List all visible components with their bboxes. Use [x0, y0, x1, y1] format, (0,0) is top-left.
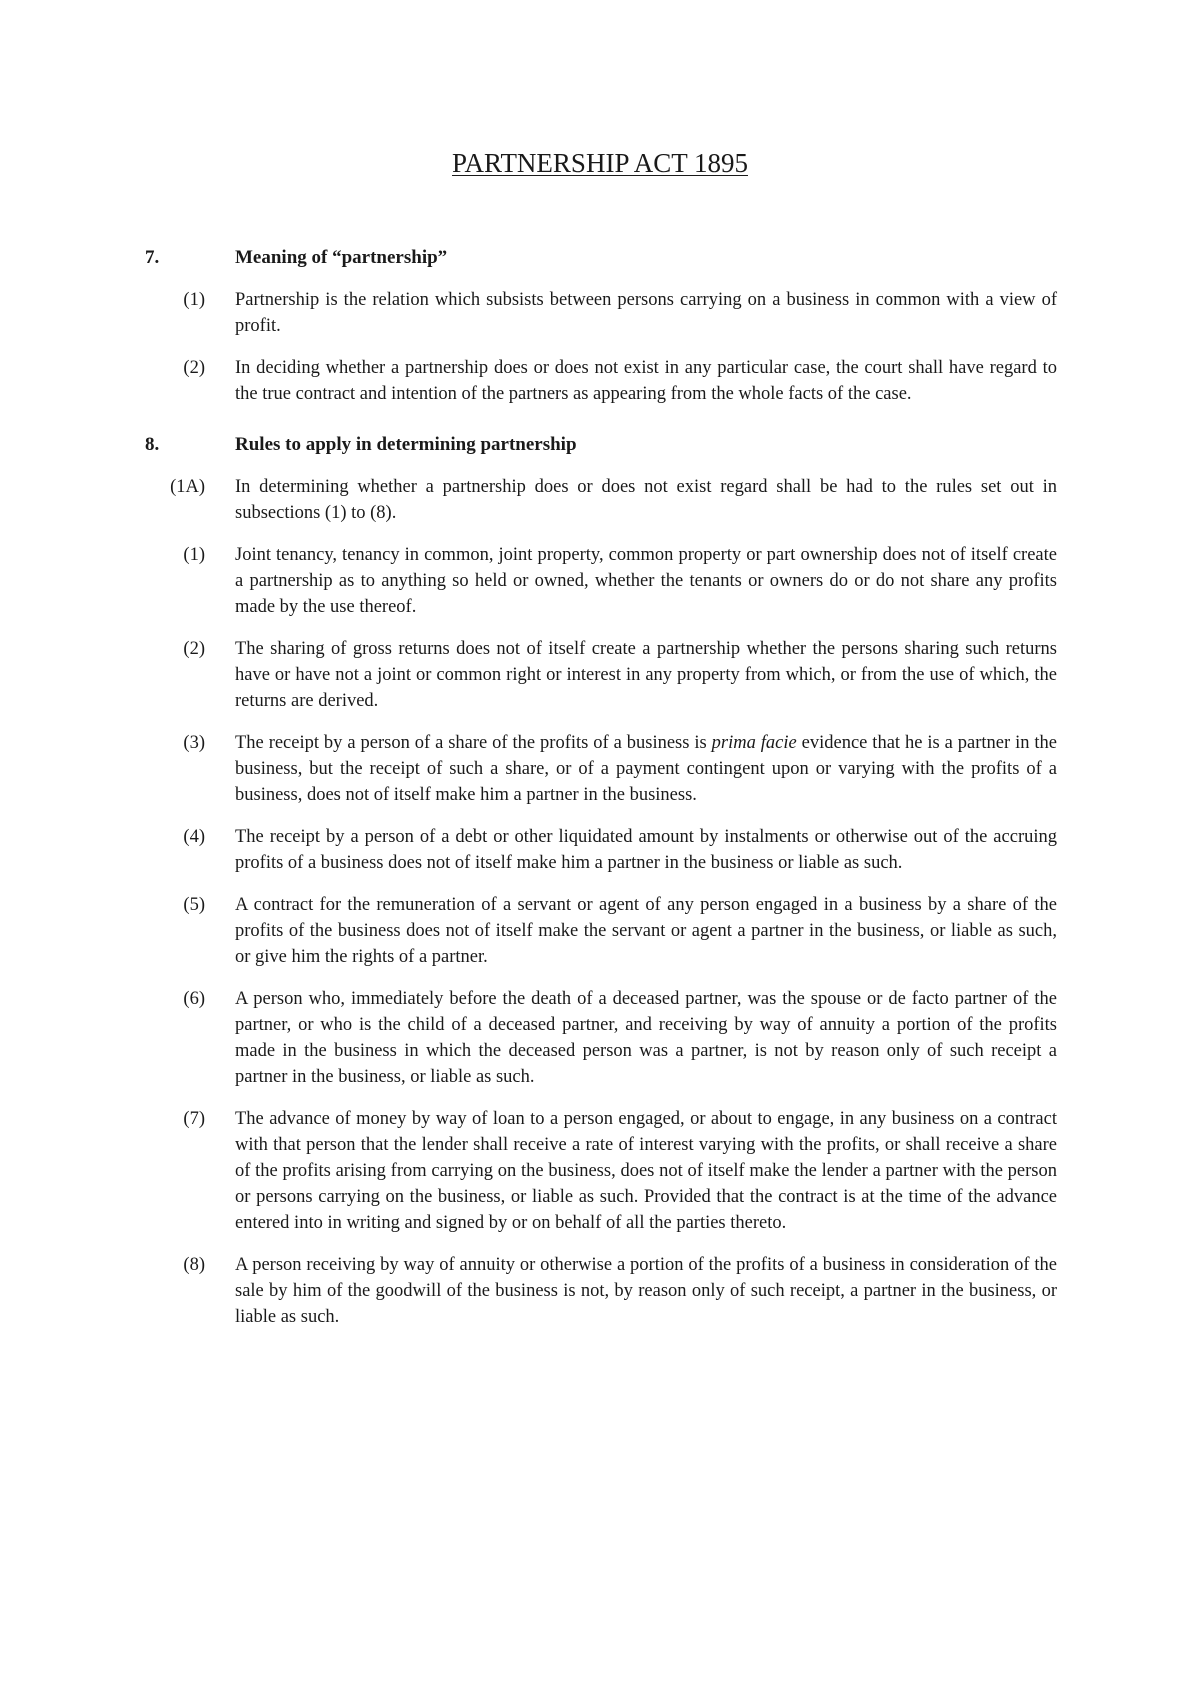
clause-text: In determining whether a partnership does or does not exist regard shall be had to the rules set out in subsections (1) to (8). [235, 477, 1057, 523]
section-title: Meaning of “partnership” [235, 247, 448, 268]
clause-7-1 [0, 287, 1200, 339]
clause-text [235, 730, 1057, 808]
document-title: PARTNERSHIP ACT 1895 [452, 148, 748, 178]
clause-text: The advance of money by way of loan to a person engaged, or about to engage, in any business on a contract with that person that the lender shall receive a rate of interest varying with the profits, or shall receive a share of the profits arising from carrying on the business, does not of itself make the lender a partner with the person or persons carrying on the business, or liable as such. Provided that the contract is at the time of the advance entered into in writing and signed by or on behalf of all the parties thereto. [235, 1109, 1057, 1233]
section-heading [0, 433, 1200, 457]
clause-text-italic: prima facie [711, 733, 797, 753]
clause-label: (5) [183, 895, 205, 915]
clause-text: A person receiving by way of annuity or otherwise a portion of the profits of a business in consideration of the sale by him of the goodwill of the business is not, by reason only of such receipt, a partner in the business, or liable as such. [235, 1255, 1057, 1327]
section-8 [0, 433, 1200, 1330]
clause-text-part: The receipt by a person of a share of the profits of a business is [235, 733, 712, 753]
clause-8-5 [0, 892, 1200, 970]
clause-text: Joint tenancy, tenancy in common, joint property, common property or part ownership does not of itself create a partnership as to anything so held or owned, whether the tenants or owners do or do not share any profits made by the use thereof. [235, 545, 1057, 617]
clause-8-4 [0, 824, 1200, 876]
clause-text-part: evidence that he is a partner in the business, but the receipt of such a share, or of a payment contingent upon or varying with the profits of a business, does not of itself make him a partner in the business. [235, 733, 1057, 805]
clause-8-2 [0, 636, 1200, 714]
clause-label: (2) [183, 639, 205, 659]
clause-8-3 [0, 730, 1200, 808]
clause-label: (2) [183, 358, 205, 378]
clause-8-6 [0, 986, 1200, 1090]
section-number: 7. [145, 247, 160, 268]
clause-text: In deciding whether a partnership does or does not exist in any particular case, the court shall have regard to the true contract and intention of the partners as appearing from the whole facts of the case. [235, 358, 1057, 404]
clause-label: (6) [183, 989, 205, 1009]
section-spacer [0, 423, 1200, 433]
clause-label: (3) [183, 733, 205, 753]
clause-label: (1A) [170, 477, 205, 497]
clause-8-1a [0, 474, 1200, 526]
clause-text: A contract for the remuneration of a servant or agent of any person engaged in a business by a share of the profits of the business does not of itself make the servant or agent a partner in the business, or liable as such, or give him the rights of a partner. [235, 895, 1057, 967]
section-number: 8. [145, 434, 160, 455]
clause-text: The sharing of gross returns does not of itself create a partnership whether the persons sharing such returns have or have not a joint or common right or interest in any property from which, or from the use of which, the returns are derived. [235, 639, 1057, 711]
clause-8-1 [0, 542, 1200, 620]
clause-text: Partnership is the relation which subsists between persons carrying on a business in common with a view of profit. [235, 290, 1057, 336]
clause-text: A person who, immediately before the death of a deceased partner, was the spouse or de facto partner of the partner, or who is the child of a deceased partner, and receiving by way of annuity a portion of the profits made in the business in which the deceased person was a partner, is not by reason only of such receipt a partner in the business, or liable as such. [235, 989, 1057, 1087]
document-body [0, 246, 1200, 1346]
section-7 [0, 246, 1200, 407]
clause-text: The receipt by a person of a debt or other liquidated amount by instalments or otherwise out of the accruing profits of a business does not of itself make him a partner in the business or liable as such. [235, 827, 1057, 873]
clause-8-7 [0, 1106, 1200, 1236]
section-title: Rules to apply in determining partnership [235, 434, 577, 455]
clause-label: (1) [183, 545, 205, 565]
clause-label: (7) [183, 1109, 205, 1129]
section-heading [0, 246, 1200, 270]
clause-7-2 [0, 355, 1200, 407]
clause-label: (4) [183, 827, 205, 847]
clause-label: (8) [183, 1255, 205, 1275]
clause-8-8 [0, 1252, 1200, 1330]
clause-label: (1) [183, 290, 205, 310]
